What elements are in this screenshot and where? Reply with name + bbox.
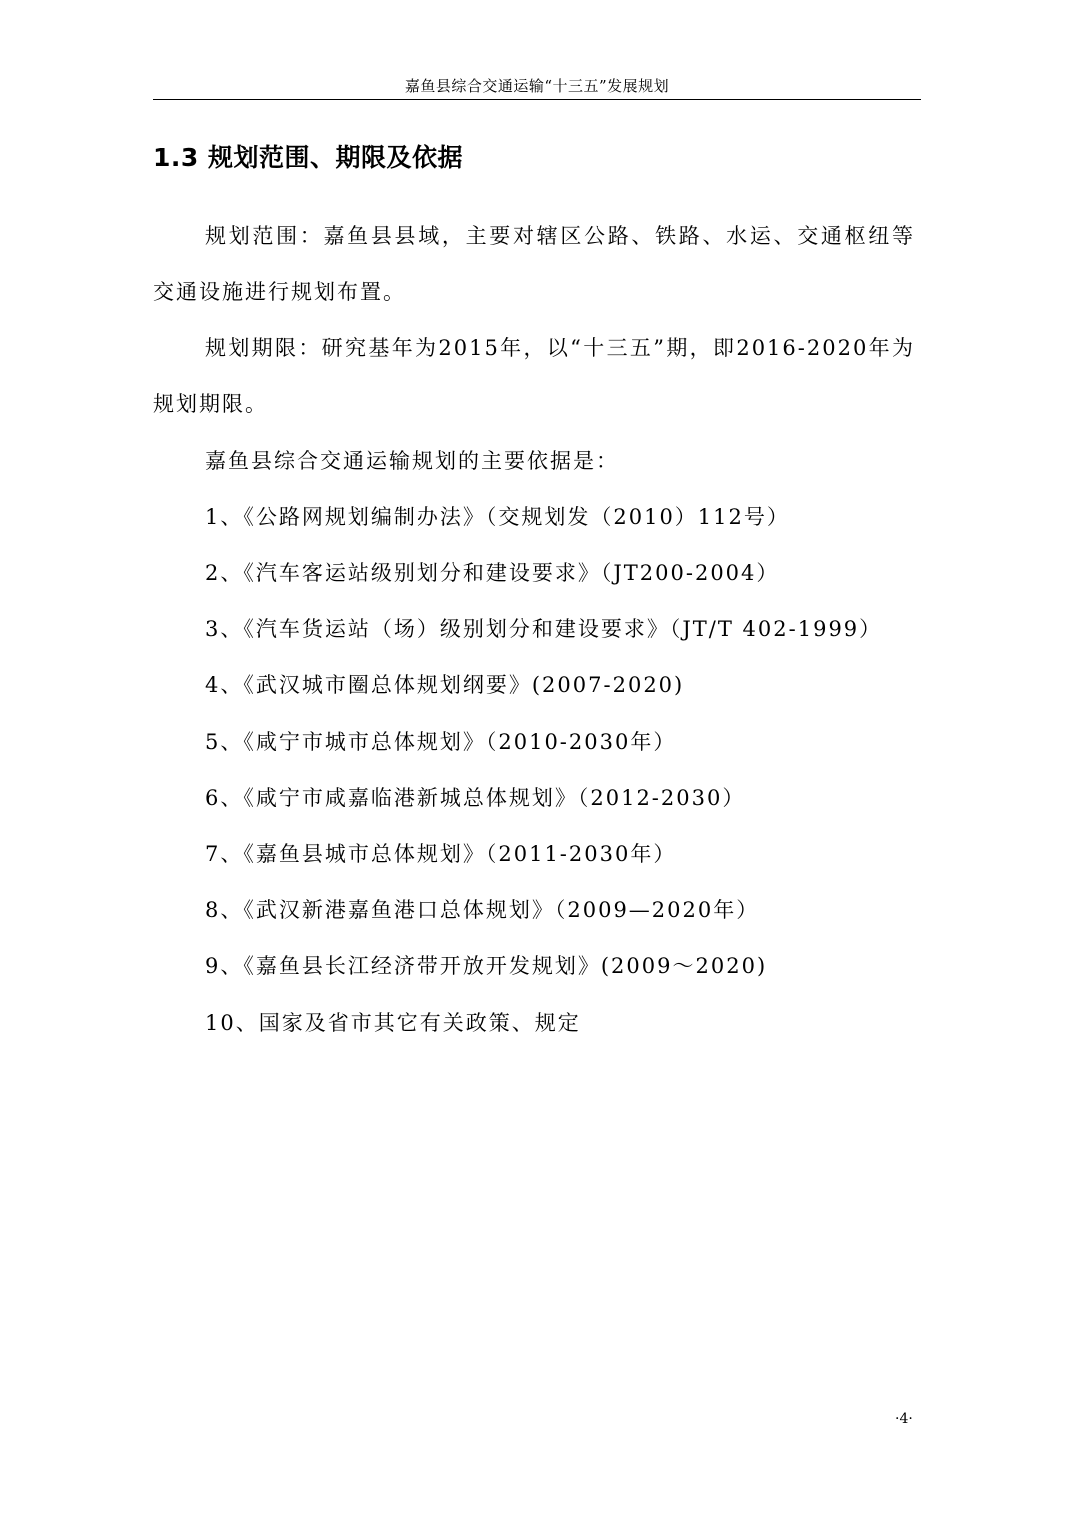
basis-list-item: 7、《嘉鱼县城市总体规划》（2011-2030年）: [205, 842, 677, 866]
scope-paragraph-block: [153, 208, 915, 320]
basis-list-item: 1、《公路网规划编制办法》（交规划发（2010）112号）: [205, 505, 790, 529]
basis-list-item: 5、《咸宁市城市总体规划》（2010-2030年）: [205, 730, 677, 754]
basis-list-item: 2、《汽车客运站级别划分和建设要求》（JT200-2004）: [205, 561, 780, 585]
page-number: ·4·: [895, 1411, 913, 1427]
basis-list-item: 9、《嘉鱼县长江经济带开放开发规划》(2009～2020): [205, 954, 768, 978]
basis-list-item: 10、国家及省市其它有关政策、规定: [205, 1011, 581, 1035]
period-paragraph-block: [153, 320, 915, 432]
basis-list-item: 4、《武汉城市圈总体规划纲要》(2007-2020): [205, 673, 685, 697]
section-heading: 1.3 规划范围、期限及依据: [153, 143, 463, 172]
basis-intro: 嘉鱼县综合交通运输规划的主要依据是：: [205, 449, 619, 473]
basis-list-item: 3、《汽车货运站（场）级别划分和建设要求》（JT/T 402-1999）: [205, 617, 883, 641]
basis-list-item: 8、《武汉新港嘉鱼港口总体规划》（2009—2020年）: [205, 898, 760, 922]
header-divider: [153, 99, 921, 100]
running-header: 嘉鱼县综合交通运输“十三五”发展规划: [404, 77, 670, 95]
scope-paragraph: 规划范围：嘉鱼县县域，主要对辖区公路、铁路、水运、交通枢纽等交通设施进行规划布置。: [153, 224, 915, 304]
basis-list-item: 6、《咸宁市咸嘉临港新城总体规划》（2012-2030）: [205, 786, 746, 810]
period-paragraph: 规划期限：研究基年为2015年，以“十三五”期，即2016-2020年为规划期限。: [153, 336, 915, 416]
